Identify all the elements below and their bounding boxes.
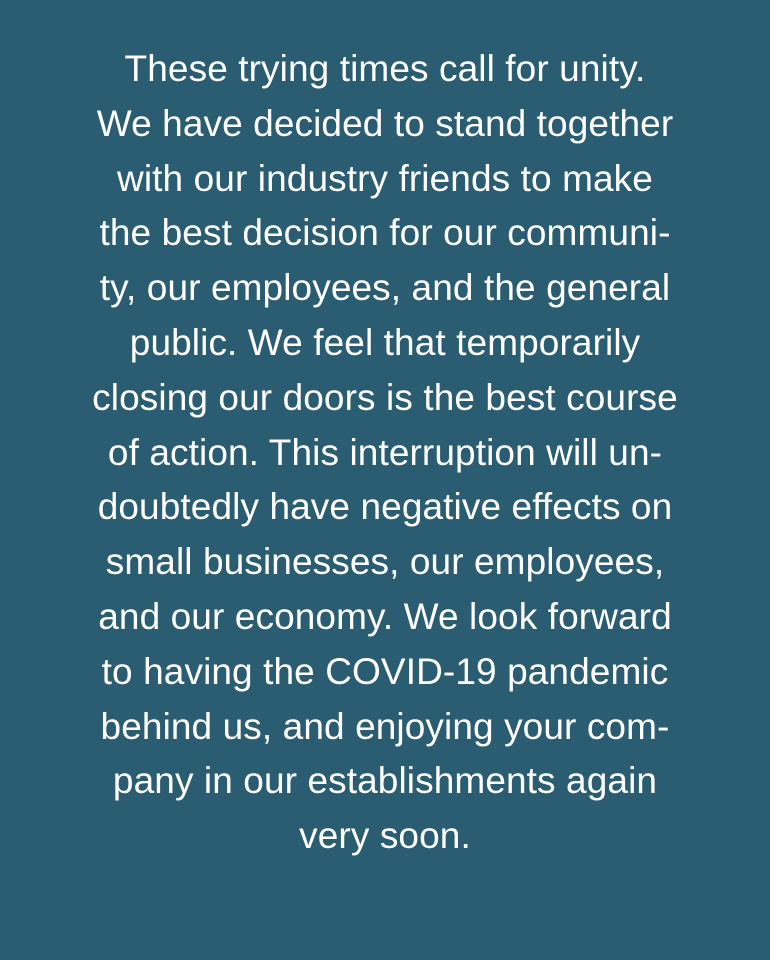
text-line: very soon. xyxy=(299,815,471,857)
text-line: behind us, and enjoying your com- xyxy=(100,705,670,747)
text-line: of action. This interruption will un- xyxy=(107,431,663,473)
text-line: ty, our employees, and the general xyxy=(99,267,671,309)
text-line: with our industry friends to make xyxy=(117,157,653,199)
text-line: doubtedly have negative effects on xyxy=(97,486,673,528)
text-line: small businesses, our employees, xyxy=(105,541,665,583)
text-line: to having the COVID-19 pandemic xyxy=(101,650,669,692)
text-line: and our economy. We look forward xyxy=(98,595,672,637)
announcement-text xyxy=(0,42,770,864)
text-line: closing our doors is the best course xyxy=(92,376,678,418)
text-line: the best decision for our communi- xyxy=(99,212,671,254)
text-line: pany in our establishments again xyxy=(112,760,658,802)
text-line: These trying times call for unity. xyxy=(124,48,646,89)
text-line: public. We feel that temporarily xyxy=(129,321,641,363)
text-line: We have decided to stand together xyxy=(96,102,674,144)
